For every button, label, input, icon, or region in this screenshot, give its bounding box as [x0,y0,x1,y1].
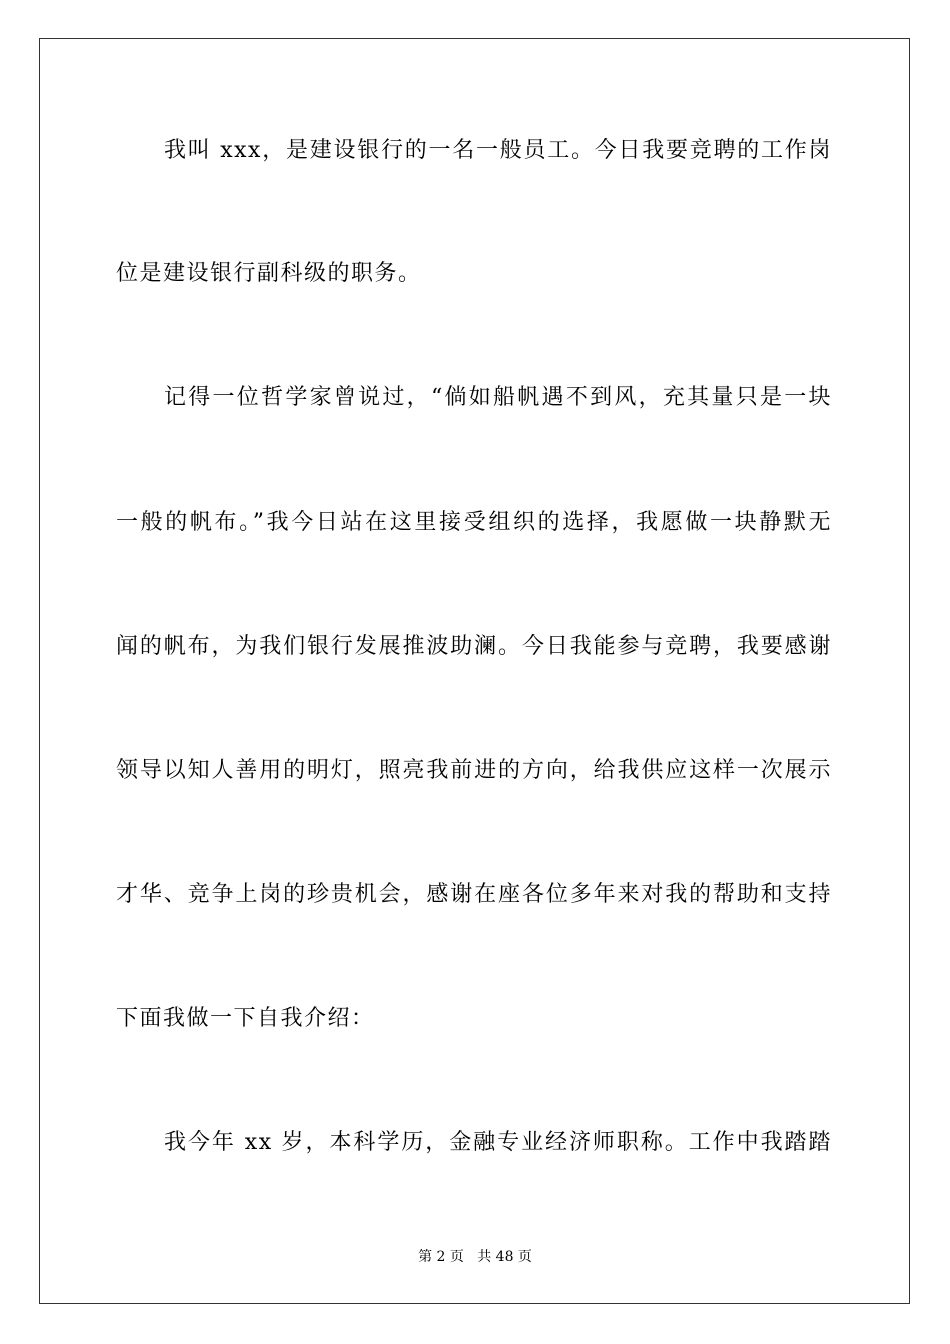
body-line: 记得一位哲学家曾说过，“倘如船帆遇不到风，充其量只是一块 [164,385,832,410]
body-line: 位是建设银行副科级的职务。 [116,261,422,286]
body-line: 我叫 xxx，是建设银行的一名一般员工。今日我要竞聘的工作岗 [164,138,832,163]
body-line: 才华、竞争上岗的珍贵机会，感谢在座各位多年来对我的帮助和支持 [116,882,832,907]
body-line: 下面我做一下自我介绍： [116,1006,375,1031]
body-line: 领导以知人善用的明灯，照亮我前进的方向，给我供应这样一次展示 [116,758,832,783]
body-line: 我今年 xx 岁，本科学历，金融专业经济师职称。工作中我踏踏 [164,1130,832,1155]
page-frame [39,38,910,1304]
body-line: 一般的帆布。”我今日站在这里接受组织的选择，我愿做一块静默无 [116,510,832,535]
page-number-footer: 第 2 页 共 48 页 [418,1249,532,1265]
body-line: 闻的帆布，为我们银行发展推波助澜。今日我能参与竞聘，我要感谢 [116,634,832,659]
